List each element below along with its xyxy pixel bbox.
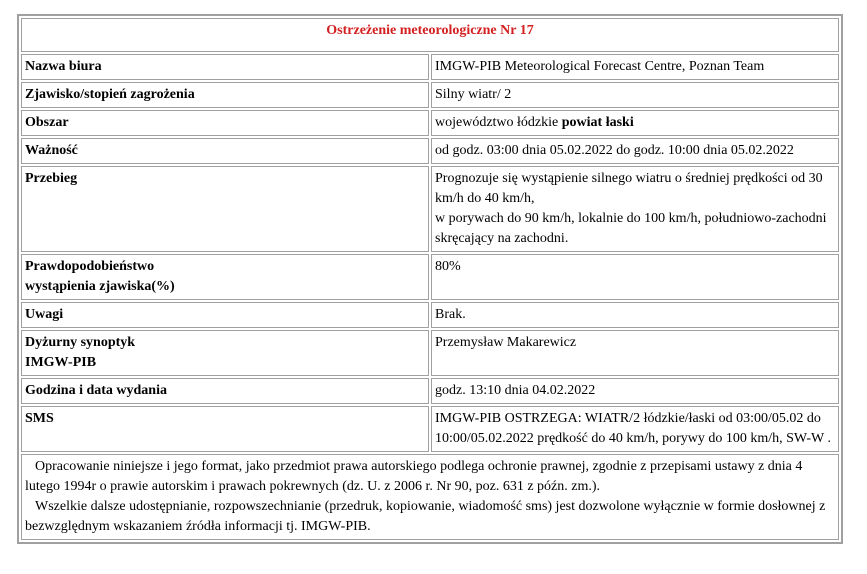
probability-label [21, 254, 429, 300]
copyright-paragraph-1 [25, 457, 835, 497]
copyright-paragraph-2 [25, 497, 835, 537]
area-label: Obszar [21, 110, 429, 136]
probability-label-line-2: wystąpienia zjawiska(%) [25, 279, 175, 294]
table-row [21, 406, 839, 452]
issued-label: Godzina i data wydania [21, 378, 429, 404]
remarks-label: Uwagi [21, 302, 429, 328]
table-row [21, 330, 839, 376]
area-voivodeship: województwo łódzkie [435, 115, 562, 130]
probability-label-line-1: Prawdopodobieństwo [25, 259, 155, 274]
table-row [21, 82, 839, 108]
table-row [21, 454, 839, 540]
warning-table [19, 16, 841, 542]
issued-value: godz. 13:10 dnia 04.02.2022 [431, 378, 839, 404]
validity-value: od godz. 03:00 dnia 05.02.2022 do godz. 10:00 dnia 05.02.2022 [431, 138, 839, 164]
forecaster-label [21, 330, 429, 376]
sms-label: SMS [21, 406, 429, 452]
course-line-1: Prognozuje się wystąpienie silnego wiatru o średniej prędkości od 30 km/h do 40 km/h, [435, 171, 823, 206]
validity-label: Ważność [21, 138, 429, 164]
sms-value: IMGW-PIB OSTRZEGA: WIATR/2 łódzkie/łaski od 03:00/05.02 do 10:00/05.02.2022 prędkość do 40 km/h, porywy do 100 km/h, SW-W . [431, 406, 839, 452]
forecaster-label-line-1: Dyżurny synoptyk [25, 335, 136, 350]
warning-document [17, 14, 843, 544]
phenomenon-label: Zjawisko/stopień zagrożenia [21, 82, 429, 108]
remarks-value: Brak. [431, 302, 839, 328]
copyright-text-2: Wszelkie dalsze udostępnianie, rozpowszechnianie (przedruk, kopiowanie, wiadomość sms) jest dozwolone wyłącznie w formie dosłownej z bezwzględnym wskazaniem źródła informacji tj. IMGW-PIB. [25, 499, 826, 534]
table-row [21, 254, 839, 300]
warning-title: Ostrzeżenie meteorologiczne Nr 17 [21, 18, 839, 52]
area-value [431, 110, 839, 136]
course-line-2: w porywach do 90 km/h, lokalnie do 100 km/h, południowo-zachodni skręcający na zachodni. [435, 211, 827, 246]
copyright-notice [21, 454, 839, 540]
table-row [21, 110, 839, 136]
office-name-label: Nazwa biura [21, 54, 429, 80]
copyright-text-1: Opracowanie niniejsze i jego format, jako przedmiot prawa autorskiego podlega ochronie prawnej, zgodnie z przepisami ustawy z dnia 4 lutego 1994r o prawie autorskim i prawach pokrewnych (dz. U. z 2006 r. Nr 90, poz. 631 z późn. zm.). [25, 459, 803, 494]
phenomenon-value: Silny wiatr/ 2 [431, 82, 839, 108]
table-row [21, 302, 839, 328]
course-value [431, 166, 839, 252]
office-name-value: IMGW-PIB Meteorological Forecast Centre, Poznan Team [431, 54, 839, 80]
course-label: Przebieg [21, 166, 429, 252]
forecaster-label-line-2: IMGW-PIB [25, 355, 97, 370]
probability-value: 80% [431, 254, 839, 300]
forecaster-value: Przemysław Makarewicz [431, 330, 839, 376]
area-county: powiat łaski [561, 115, 634, 130]
table-row [21, 378, 839, 404]
table-row [21, 138, 839, 164]
table-row [21, 54, 839, 80]
table-row [21, 166, 839, 252]
